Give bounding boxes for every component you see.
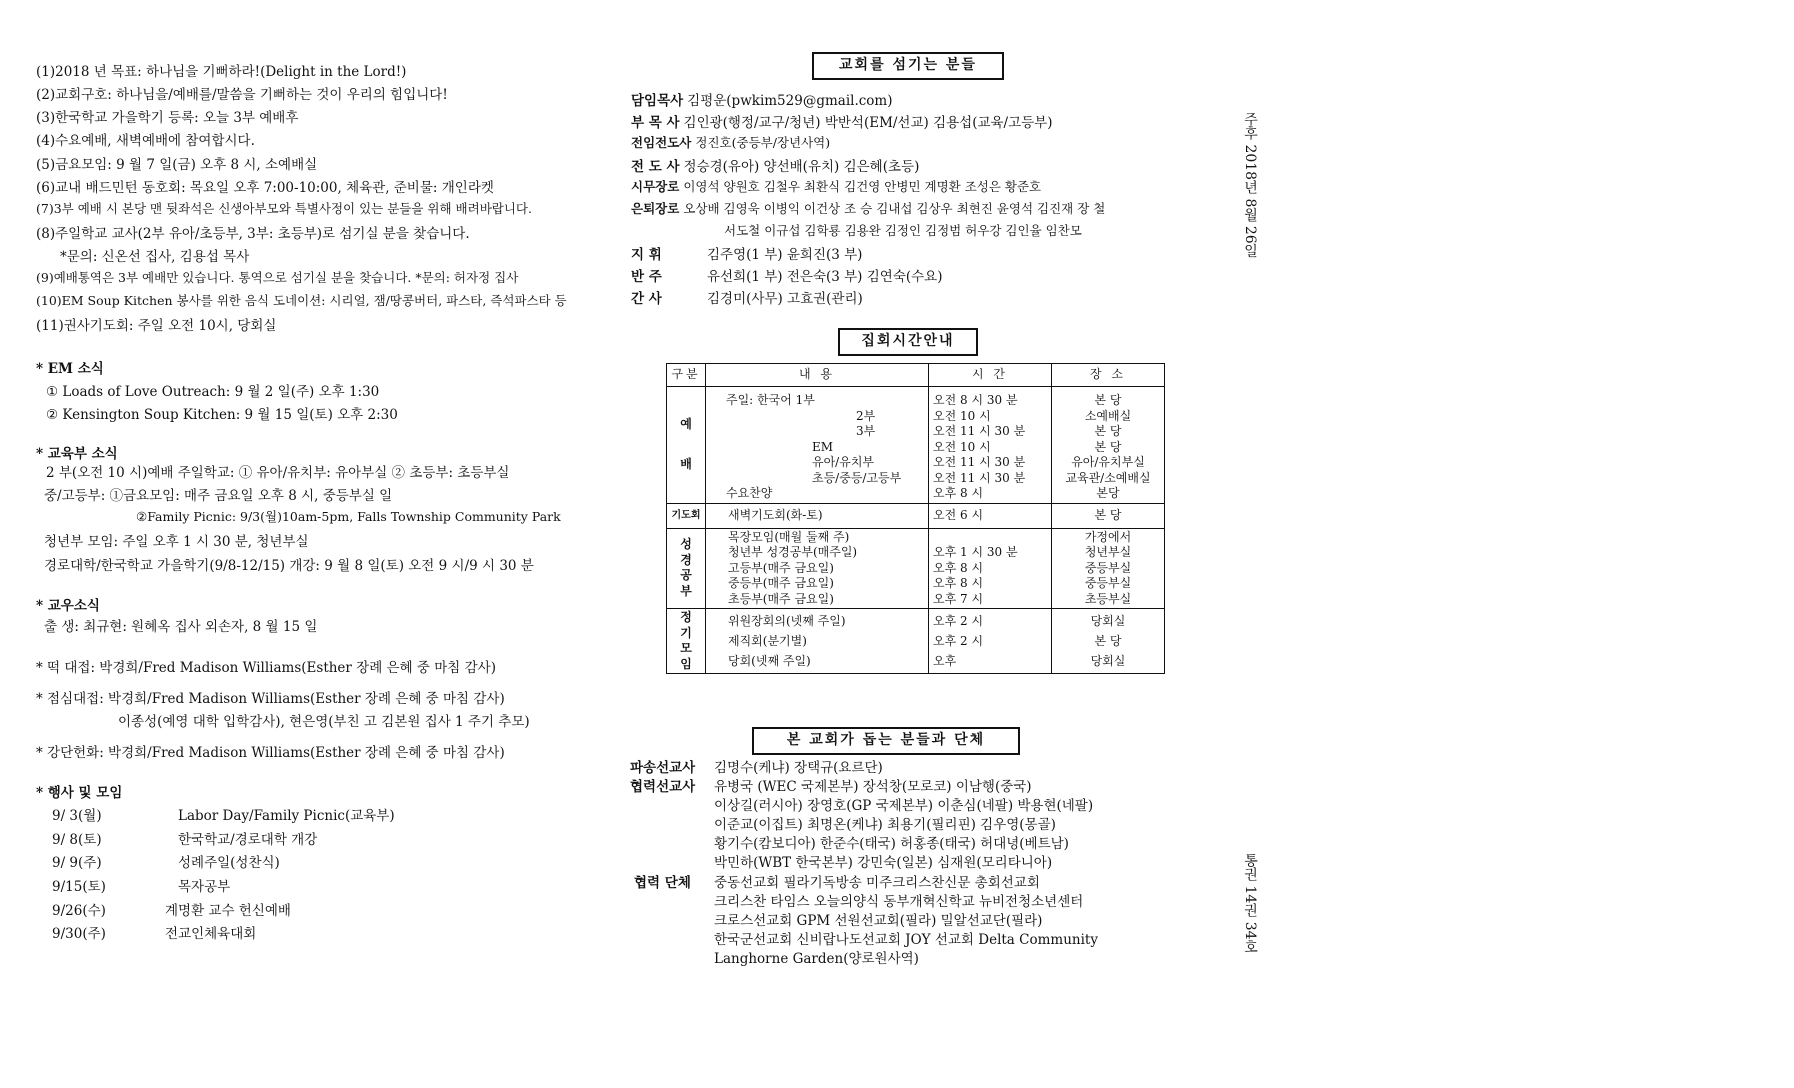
- event-date: 9/ 9(주): [52, 855, 102, 871]
- announcement-5: (5)금요모임: 9 월 7 일(금) 오후 8 시, 소예배실: [36, 157, 318, 173]
- staff-names: 유선희(1 부) 전은숙(3 부) 김연숙(수요): [707, 269, 943, 285]
- org-line: 중동선교회 필라기독방송 미주크리스찬신문 총회선교회: [714, 875, 1040, 891]
- schedule-row-bible: [667, 528, 1165, 609]
- category-bible: 성 경 공 부: [667, 528, 706, 609]
- prayer-place: 본 당: [1052, 503, 1165, 528]
- announcement-8: (8)주일학교 교사(2부 유아/초등부, 3부: 초등부)로 섬기실 분을 찾습니다.: [36, 226, 470, 242]
- education-news-item-1: 2 부(오전 10 시)예배 주일학교: ① 유아/유치부: 유아부실 ② 초등부: 초등부실: [46, 465, 510, 481]
- event-desc: 목자공부: [178, 879, 231, 895]
- event-date: 9/ 3(월): [52, 808, 102, 824]
- education-news-item-5: 경로대학/한국학교 가을학기(9/8-12/15) 개강: 9 월 8 일(토) 오전 9 시/9 시 30 분: [44, 558, 534, 574]
- altar-flowers: * 강단헌화: 박경희/Fred Madison Williams(Esther 장례 은혜 중 마침 감사): [36, 745, 505, 761]
- prayer-time: 오전 6 시: [929, 503, 1052, 528]
- event-desc: 성례주일(성찬식): [178, 855, 280, 871]
- missions-title: 본 교회가 돕는 분들과 단체: [752, 727, 1020, 755]
- category-meetings: 정 기 모 임: [667, 609, 706, 674]
- announcement-6: (6)교내 배드민턴 동호회: 목요일 오후 7:00-10:00, 체육관, 준비물: 개인라켓: [36, 180, 494, 196]
- schedule-row-prayer: [667, 503, 1165, 528]
- partner-line: 박민하(WBT 한국본부) 강민숙(일본) 심재원(모리타니아): [714, 855, 1053, 871]
- schedule-title: 집회시간안내: [838, 328, 978, 356]
- prayer-content: 새벽기도회(화-토): [706, 503, 929, 528]
- em-news-item-2: ② Kensington Soup Kitchen: 9 월 15 일(토) 오후 2:30: [46, 407, 398, 423]
- event-date: 9/15(토): [52, 879, 106, 895]
- lunch-sponsor-1: * 점심대접: 박경희/Fred Madison Williams(Esther 장례 은혜 중 마침 감사): [36, 691, 505, 707]
- staff-role: 전임전도사: [631, 135, 692, 150]
- header-time: 시 간: [929, 364, 1052, 387]
- events-title: * 행사 및 모임: [36, 785, 123, 801]
- staff-names: 김경미(사무) 고효권(관리): [707, 291, 863, 307]
- event-desc: Labor Day/Family Picnic(교육부): [178, 808, 395, 824]
- event-date: 9/ 8(토): [52, 832, 102, 848]
- staff-row: [631, 199, 1105, 217]
- staff-role: 부 목 사: [631, 115, 680, 131]
- header-content: 내 용: [706, 364, 929, 387]
- em-news-item-1: ① Loads of Love Outreach: 9 월 2 일(주) 오후 1:30: [46, 384, 380, 400]
- org-line: Langhorne Garden(양로원사역): [714, 951, 919, 967]
- category-prayer: 기도회: [667, 503, 706, 528]
- announcement-3: (3)한국학교 가을학기 등록: 오늘 3부 예배후: [36, 110, 299, 126]
- member-news-title: * 교우소식: [36, 598, 100, 614]
- bulletin-volume: 통권 14권 34호: [1242, 853, 1258, 954]
- worship-place: 본 당 소예배실 본 당 본 당 유아/유치부실 교육관/소예배실 본당: [1052, 387, 1165, 504]
- staff-names: 김주영(1 부) 윤희진(3 부): [707, 247, 863, 263]
- schedule-row-meetings: [667, 609, 1165, 674]
- event-desc: 전교인체육대회: [165, 926, 257, 942]
- staff-row: [631, 265, 942, 285]
- header-category: 구분: [667, 364, 706, 387]
- announcement-11: (11)권사기도회: 주일 오전 10시, 당회실: [36, 318, 277, 334]
- meetings-place: 당회실 본 당 당회실: [1052, 609, 1165, 674]
- announcement-10: (10)EM Soup Kitchen 봉사를 위한 음식 도네이션: 시리얼, 잼/땅콩버터, 파스타, 즉석파스타 등: [36, 293, 567, 308]
- bible-time: 오후 1 시 30 분 오후 8 시 오후 8 시 오후 7 시: [929, 528, 1052, 609]
- staff-role: 전 도 사: [631, 159, 680, 175]
- staff-row: [631, 287, 863, 307]
- org-line: 크로스선교회 GPM 선원선교회(필라) 밀알선교단(필라): [714, 913, 1043, 929]
- worship-content: 주일: 한국어 1부 2부 3부 EM 유아/유치부 초등/중등/고등부 수요찬양: [706, 387, 929, 504]
- staff-row: [631, 155, 919, 175]
- org-label: 협력 단체: [634, 875, 691, 891]
- event-desc: 한국학교/경로대학 개강: [178, 832, 318, 848]
- category-worship: 예 배: [667, 387, 706, 504]
- staff-role: 은퇴장로: [631, 201, 680, 216]
- staff-role: 시무장로: [631, 179, 680, 194]
- partner-line: 황기수(캄보디아) 한준수(태국) 허홍종(태국) 허대녕(베트남): [714, 836, 1069, 852]
- partner-line: 이상길(러시아) 장영호(GP 국제본부) 이춘심(네팔) 박용현(네팔): [714, 798, 1094, 814]
- staff-role: 지 휘: [631, 247, 662, 263]
- schedule-table: [666, 363, 1165, 674]
- event-desc: 계명환 교수 헌신예배: [165, 903, 291, 919]
- staff-row: [631, 89, 893, 109]
- event-date: 9/26(수): [52, 903, 106, 919]
- partner-line: 이준교(이집트) 최명온(케냐) 최용기(필리핀) 김우영(몽골): [714, 817, 1056, 833]
- announcement-9: (9)예배통역은 3부 예배만 있습니다. 통역으로 섬기실 분을 찾습니다. *문의: 허자정 집사: [36, 270, 519, 285]
- staff-row: [631, 243, 862, 263]
- org-line: 한국군선교회 신비랍나도선교회 JOY 선교회 Delta Community: [714, 932, 1098, 948]
- rice-cake-sponsor: * 떡 대접: 박경희/Fred Madison Williams(Esther 장례 은혜 중 마침 감사): [36, 660, 496, 676]
- member-news-item-1: 출 생: 최규현: 원혜옥 집사 외손자, 8 월 15 일: [44, 619, 318, 635]
- bible-place: 가정에서 청년부실 중등부실 중등부실 초등부실: [1052, 528, 1165, 609]
- worship-time: 오전 8 시 30 분 오전 10 시 오전 11 시 30 분 오전 10 시 오전 11 시 30 분 오전 11 시 30 분 오후 8 시: [929, 387, 1052, 504]
- staff-row: [631, 133, 830, 151]
- staff-names: 정승경(유아) 양선배(유치) 김은혜(초등): [683, 159, 920, 175]
- partner-label: 협력선교사: [630, 779, 696, 795]
- header-place: 장 소: [1052, 364, 1165, 387]
- announcement-8-contact: *문의: 신온선 집사, 김용섭 목사: [60, 249, 250, 265]
- bulletin-date: 주후 2018년 8월 26일: [1242, 112, 1258, 258]
- staff-title: 교회를 섬기는 분들: [812, 52, 1004, 80]
- partner-line: 유병국 (WEC 국제본부) 장석창(모로코) 이남행(중국): [714, 779, 1032, 795]
- em-news-title: * EM 소식: [36, 361, 104, 377]
- staff-names: 이영석 양원호 김철우 최환식 김건영 안병민 계명환 조성은 황준호: [683, 179, 1042, 194]
- org-line: 크리스찬 타임스 오늘의양식 동부개혁신학교 뉴비전청소년센터: [714, 894, 1084, 910]
- staff-names: 서도철 이규섭 김학룡 김용완 김정인 김정범 허우강 김인율 임찬모: [724, 223, 1082, 238]
- staff-row: [631, 177, 1041, 195]
- lunch-sponsor-2: 이종성(예영 대학 입학감사), 현은영(부친 고 김본원 집사 1 주기 추모): [118, 714, 530, 730]
- announcement-7: (7)3부 예배 시 본당 맨 뒷좌석은 신생아부모와 특별사정이 있는 분들을 위해 배려바랍니다.: [36, 201, 532, 216]
- staff-names: 김인광(행정/교구/청년) 박반석(EM/선교) 김용섭(교육/고등부): [683, 115, 1053, 131]
- dispatched-label: 파송선교사: [630, 760, 696, 776]
- staff-row: [631, 111, 1053, 131]
- education-news-item-2: 중/고등부: ①금요모임: 매주 금요일 오후 8 시, 중등부실 일: [44, 488, 393, 504]
- staff-role: 간 사: [631, 291, 662, 307]
- education-news-item-3: ②Family Picnic: 9/3(월)10am-5pm, Falls Township Community Park: [136, 509, 561, 524]
- dispatched-names: 김명수(케냐) 장택규(요르단): [714, 760, 883, 776]
- bible-content: 목장모임(매월 둘째 주) 청년부 성경공부(매주일) 고등부(매주 금요일) 중등부(매주 금요일) 초등부(매주 금요일): [706, 528, 929, 609]
- announcement-2: (2)교회구호: 하나님을/예배를/말씀을 기뻐하는 것이 우리의 힘입니다!: [36, 87, 448, 103]
- meetings-time: 오후 2 시 오후 2 시 오후: [929, 609, 1052, 674]
- education-news-item-4: 청년부 모임: 주일 오후 1 시 30 분, 청년부실: [44, 534, 309, 550]
- staff-names: 김평운(pwkim529@gmail.com): [687, 93, 893, 109]
- meetings-content: 위원장회의(넷째 주일) 제직회(분기별) 당회(넷째 주일): [706, 609, 929, 674]
- staff-names: 정진호(중등부/장년사역): [695, 135, 831, 150]
- announcement-1: (1)2018 년 목표: 하나님을 기뻐하라!(Delight in the Lord!): [36, 64, 407, 80]
- staff-role: 담임목사: [631, 93, 684, 109]
- education-news-title: * 교육부 소식: [36, 446, 118, 462]
- schedule-row-worship: [667, 387, 1165, 504]
- staff-row: [724, 221, 1082, 239]
- schedule-header-row: [667, 364, 1165, 387]
- staff-role: 반 주: [631, 269, 662, 285]
- announcement-4: (4)수요예배, 새벽예배에 참여합시다.: [36, 133, 255, 149]
- staff-names: 오상배 김영욱 이병익 이건상 조 승 김내섭 김상우 최현진 윤영석 김진재 장 철: [683, 201, 1106, 216]
- event-date: 9/30(주): [52, 926, 106, 942]
